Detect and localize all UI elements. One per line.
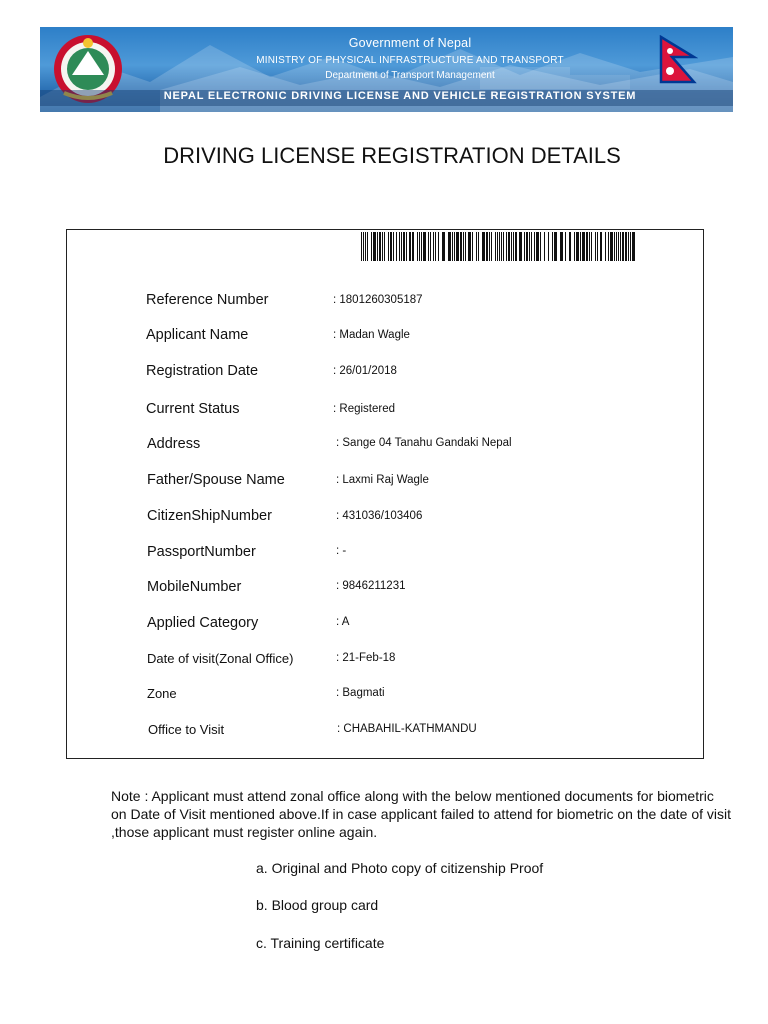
value-registration-date: : 26/01/2018 (333, 365, 397, 377)
label-date-of-visit: Date of visit(Zonal Office) (147, 651, 294, 666)
label-citizenship-number: CitizenShipNumber (147, 508, 272, 524)
ministry-title: MINISTRY OF PHYSICAL INFRASTRUCTURE AND TRANSPORT (256, 55, 564, 66)
label-current-status: Current Status (146, 401, 240, 417)
document-item: b. Blood group card (256, 897, 379, 913)
value-office-to-visit: : CHABAHIL-KATHMANDU (337, 723, 477, 735)
label-applied-category: Applied Category (147, 615, 259, 631)
value-reference-number: : 1801260305187 (333, 294, 423, 306)
label-father-spouse-name: Father/Spouse Name (147, 472, 285, 488)
note-text: Note : Applicant must attend zonal office along with the below mentioned documents for biometric on Date of Visit mentioned above.If in case applicant failed to attend for biometric on the date of visit ,those applicant must register online again. (111, 788, 731, 840)
label-reference-number: Reference Number (146, 292, 269, 308)
department-title: Department of Transport Management (325, 70, 495, 81)
value-current-status: : Registered (333, 403, 396, 415)
label-registration-date: Registration Date (146, 363, 259, 379)
label-office-to-visit: Office to Visit (148, 722, 225, 737)
label-applicant-name: Applicant Name (146, 327, 249, 343)
label-address: Address (147, 436, 201, 452)
government-title: Government of Nepal (348, 36, 472, 50)
document-item: c. Training certificate (256, 935, 385, 951)
value-mobile-number: : 9846211231 (336, 580, 406, 592)
barcode (361, 232, 637, 261)
registration-details-box (66, 229, 704, 759)
value-address: : Sange 04 Tanahu Gandaki Nepal (336, 437, 512, 449)
value-father-spouse-name: : Laxmi Raj Wagle (336, 474, 429, 486)
value-date-of-visit: : 21-Feb-18 (336, 652, 396, 664)
value-applicant-name: : Madan Wagle (333, 329, 410, 341)
nepal-flag-icon (658, 35, 698, 85)
value-applied-category: : A (336, 616, 350, 628)
label-zone: Zone (147, 686, 177, 701)
value-citizenship-number: : 431036/103406 (336, 510, 423, 522)
page-title: DRIVING LICENSE REGISTRATION DETAILS (163, 143, 621, 168)
value-zone: : Bagmati (336, 687, 385, 699)
value-passport-number: : - (336, 545, 347, 557)
label-passport-number: PassportNumber (147, 544, 256, 560)
system-title: NEPAL ELECTRONIC DRIVING LICENSE AND VEHICLE REGISTRATION SYSTEM (163, 90, 637, 102)
header-banner (40, 27, 733, 112)
label-mobile-number: MobileNumber (147, 579, 242, 595)
document-item: a. Original and Photo copy of citizenship Proof (256, 860, 544, 876)
